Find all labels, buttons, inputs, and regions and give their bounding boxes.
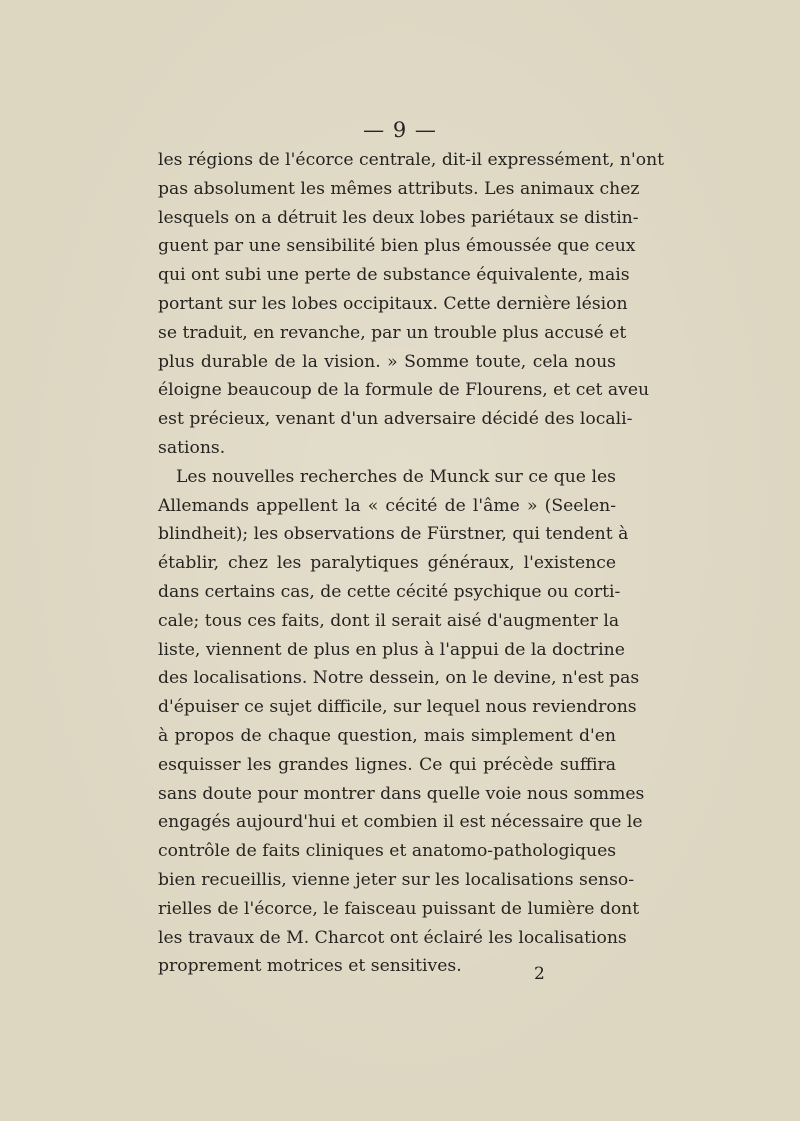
- text-line: esquisser les grandes lignes. Ce qui précède suffira: [158, 754, 616, 775]
- text-line: les régions de l'écorce centrale, dit-il expressément, n'ont: [158, 150, 665, 170]
- text-line: sations.: [158, 437, 226, 458]
- text-line: se traduit, en revanche, par un trouble plus accusé et: [158, 322, 627, 343]
- text-line: à propos de chaque question, mais simplement d'en: [158, 725, 616, 746]
- text-line: plus durable de la vision. » Somme toute, cela nous: [158, 351, 616, 372]
- text-line: d'épuiser ce sujet difficile, sur lequel nous reviendrons: [158, 697, 637, 718]
- text-line: dans certains cas, de cette cécité psychique ou corti-: [158, 581, 621, 602]
- text-line: Les nouvelles recherches de Munck sur ce que les: [176, 466, 616, 487]
- body-text: [158, 146, 665, 981]
- text-line: Allemands appellent la « cécité de l'âme » (Seelen-: [158, 495, 616, 516]
- text-line: des localisations. Notre dessein, on le devine, n'est pas: [158, 668, 640, 689]
- text-line: blindheit); les observations de Fürstner, qui tendent à: [158, 524, 629, 545]
- text-line: qui ont subi une perte de substance équivalente, mais: [158, 265, 630, 286]
- text-line: éloigne beaucoup de la formule de Flourens, et cet aveu: [158, 380, 650, 401]
- text-line: sans doute pour montrer dans quelle voie nous sommes: [158, 783, 645, 804]
- text-line: liste, viennent de plus en plus à l'appui de la doctrine: [158, 639, 625, 660]
- text-line: établir, chez les paralytiques généraux, l'existence: [158, 553, 616, 574]
- text-line: lesquels on a détruit les deux lobes pariétaux se distin-: [158, 207, 639, 228]
- text-line: engagés aujourd'hui et combien il est nécessaire que le: [158, 812, 643, 833]
- text-line: bien recueillis, vienne jeter sur les localisations senso-: [158, 869, 635, 890]
- text-line: les travaux de M. Charcot ont éclairé les localisations: [158, 927, 627, 948]
- text-line: pas absolument les mêmes attributs. Les animaux chez: [158, 178, 640, 199]
- text-line: cale; tous ces faits, dont il serait aisé d'augmenter la: [158, 610, 620, 631]
- text-line: guent par une sensibilité bien plus émoussée que ceux: [158, 236, 636, 257]
- signature-mark: 2: [534, 964, 545, 984]
- text-line: proprement motrices et sensitives.: [158, 956, 462, 977]
- text-line: contrôle de faits cliniques et anatomo-pathologiques: [158, 841, 617, 862]
- page-number-header: — 9 —: [363, 118, 437, 142]
- text-line: rielles de l'écorce, le faisceau puissant de lumière dont: [158, 898, 640, 919]
- text-line: est précieux, venant d'un adversaire décidé des locali-: [158, 409, 633, 430]
- text-line: portant sur les lobes occipitaux. Cette dernière lésion: [158, 293, 628, 314]
